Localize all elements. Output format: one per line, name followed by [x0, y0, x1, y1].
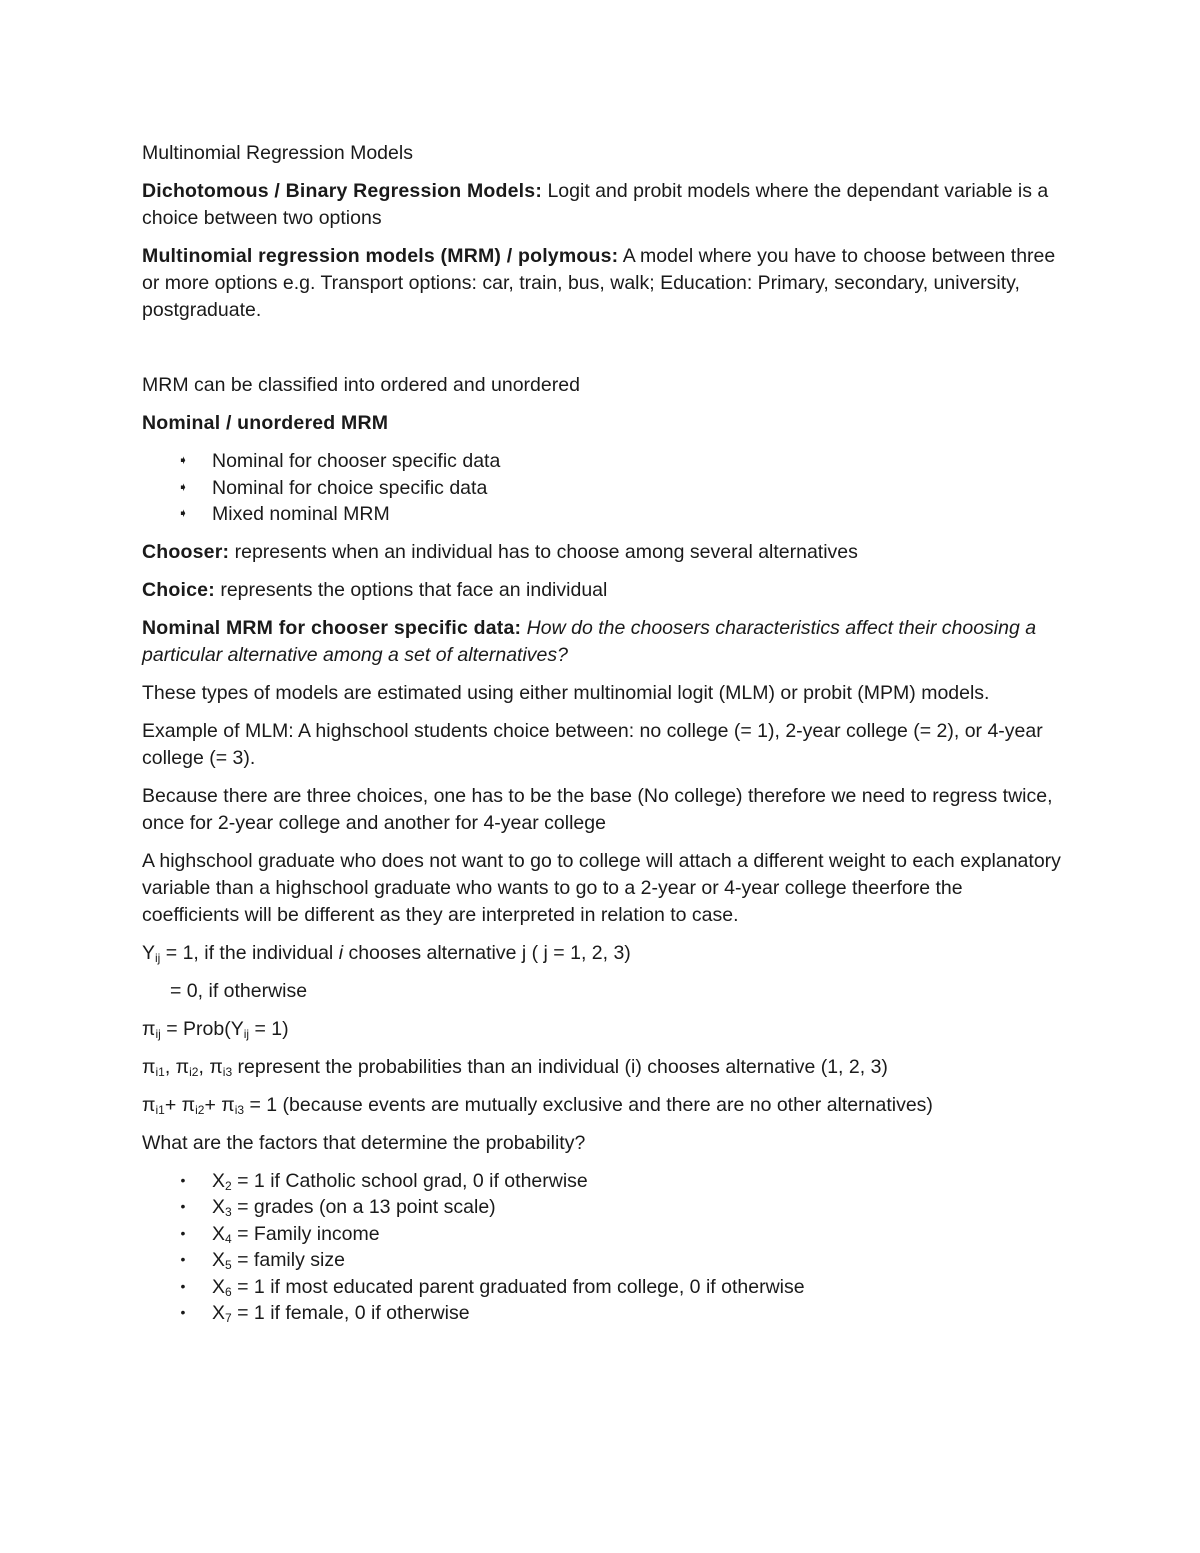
list-item: • $X_3$ = grades (on a 13 point scale)	[212, 1194, 1062, 1221]
paragraph-weights: A highschool graduate who does not want to go to college will attach a different weight to each explanatory variable than a highschool graduate who wants to go to a 2-year or 4-year college theerfore the coefficients will be different as they are interpreted in relation to case.	[142, 849, 1061, 926]
equation-prob: $\pi_{ij}$ = $Prob(Y_{ij} = 1)$	[142, 1017, 289, 1041]
equation-y: $Y_{ij} = 1$, if the individual i chooses alternative j ( j = 1, 2, 3)	[142, 941, 631, 965]
list-item: • $X_4$ = Family income	[212, 1221, 1062, 1248]
equation-otherwise: = 0, if otherwise	[170, 979, 308, 1002]
list-item: • $X_5$ = family size	[212, 1247, 1062, 1274]
paragraph-nominal-chooser: Nominal MRM for chooser specific data: How do the choosers characteristics affect their choosing a particular alternative among a set of alternatives?	[142, 616, 1037, 666]
heading-nominal: Nominal / unordered MRM	[142, 412, 389, 434]
term-mrm: Multinomial regression models (MRM) / polymous:	[142, 245, 619, 267]
dot-bullet-icon: •	[180, 1277, 186, 1294]
spacer	[142, 335, 1062, 372]
arrow-bullet-icon: ➧	[177, 479, 189, 494]
document-body	[142, 140, 1062, 1338]
dot-bullet-icon: •	[180, 1304, 186, 1320]
dot-bullet-icon: •	[180, 1198, 186, 1214]
term-dichotomous: Dichotomous / Binary Regression Models:	[142, 180, 543, 202]
dot-bullet-icon: •	[180, 1251, 186, 1267]
dot-bullet-icon: •	[180, 1171, 186, 1188]
arrow-bullet-icon: ➧	[177, 453, 189, 467]
list-item: ➧ Nominal for chooser specific data	[177, 450, 501, 472]
arrow-bullet-icon: ➧	[177, 506, 189, 520]
paragraph-classified: MRM can be classified into ordered and unordered	[142, 374, 580, 396]
paragraph-mrm-definition: Multinomial regression models (MRM) / polymous: A model where you have to choose between three or more options e.g. Transport options: car, train, bus, walk; Education: Primary, secondary, university, postgraduate.	[142, 245, 1056, 321]
list-item: ➧ Nominal for choice specific data	[177, 476, 488, 499]
factors-list	[142, 1168, 1062, 1327]
nominal-list	[142, 448, 1062, 528]
list-item: ➧ Mixed nominal MRM	[177, 503, 390, 525]
equation-represent: $\pi_{i1}$, $\pi_{i2}$, $\pi_{i3}$ represent the probabilities than an individual (i) chooses alternative (1, 2, 3)	[142, 1055, 888, 1079]
paragraph-chooser: Chooser: represents when an individual has to choose among several alternatives	[142, 540, 858, 563]
paragraph-base: Because there are three choices, one has to be the base (No college) therefore we need to regress twice, once for 2-year college and another for 4-year college	[142, 784, 1053, 834]
paragraph-estimated: These types of models are estimated using either multinomial logit (MLM) or probit (MPM) models.	[142, 681, 990, 704]
paragraph-factors-question: What are the factors that determine the probability?	[142, 1131, 586, 1154]
list-item: • $X_2 = 1$ if Catholic school grad, 0 if otherwise	[212, 1168, 1062, 1195]
paragraph-example: Example of MLM: A highschool students choice between: no college (= 1), 2-year college (= 2), or 4-year college (= 3).	[142, 719, 1043, 769]
dot-bullet-icon: •	[180, 1224, 186, 1241]
list-item: • $X_6 = 1$ if most educated parent graduated from college, 0 if otherwise	[212, 1274, 1062, 1301]
document-title: Multinomial Regression Models	[142, 142, 413, 164]
paragraph-dichotomous: Dichotomous / Binary Regression Models: Logit and probit models where the dependant variable is a choice between two options	[142, 180, 1049, 229]
equation-sum: $\pi_{i1}+ \pi_{i2}+ \pi_{i3} = 1$ (because events are mutually exclusive and there are no other alternatives)	[142, 1093, 933, 1117]
list-item: • $X_7 = 1$ if female, 0 if otherwise	[212, 1300, 1062, 1327]
paragraph-choice: Choice: represents the options that face an individual	[142, 578, 608, 601]
